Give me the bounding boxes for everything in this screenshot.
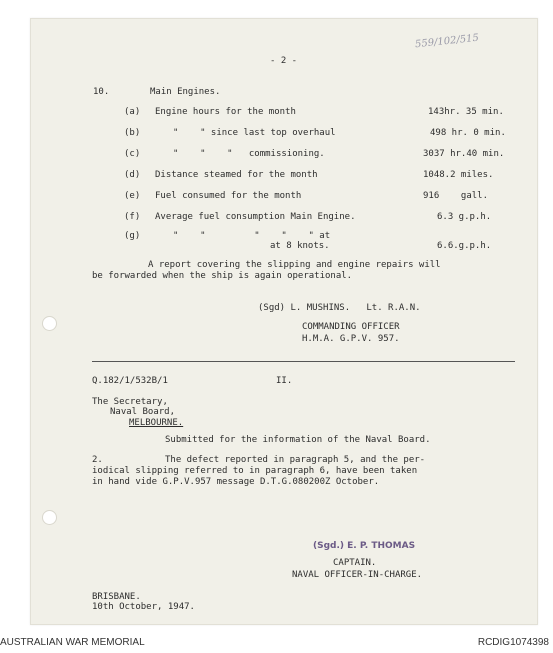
addressee-line: Naval Board,: [110, 407, 176, 417]
item-text: " " " commissioning.: [173, 149, 325, 159]
report-text-line: A report covering the slipping and engine repairs will: [148, 260, 441, 270]
item-text: Distance steamed for the month: [155, 170, 318, 180]
ship-designation: H.M.A. G.P.V. 957.: [302, 334, 400, 344]
handwritten-reference: 559/102/515: [414, 32, 480, 51]
item-value: 916 gall.: [423, 191, 489, 201]
submitted-line: Submitted for the information of the Naval Board.: [165, 435, 431, 445]
section-divider: [92, 361, 515, 362]
page-number: - 2 -: [270, 56, 298, 66]
signature-stamp: (Sgd.) E. P. THOMAS: [313, 541, 416, 551]
item-text: " " since last top overhaul: [173, 128, 336, 138]
report-text-line: be forwarded when the ship is again operational.: [92, 271, 353, 281]
naval-officer-title: NAVAL OFFICER-IN-CHARGE.: [292, 570, 423, 580]
captain-title: CAPTAIN.: [333, 558, 377, 568]
item-label: (e): [124, 191, 141, 201]
paragraph-line: in hand vide G.P.V.957 message D.T.G.080200Z October.: [92, 477, 380, 487]
place-line: BRISBANE.: [92, 592, 141, 602]
paragraph-line: The defect reported in paragraph 5, and the per-: [165, 455, 426, 465]
item-label: (g): [124, 231, 141, 241]
item-value: 1048.2 miles.: [423, 170, 494, 180]
item-text: Engine hours for the month: [155, 107, 296, 117]
section-number: 10.: [93, 87, 110, 97]
item-text: Fuel consumed for the month: [155, 191, 302, 201]
paragraph-line: iodical slipping referred to in paragraph 6, have been taken: [92, 466, 418, 476]
footer-institution: AUSTRALIAN WAR MEMORIAL: [0, 637, 145, 648]
date-line: 10th October, 1947.: [92, 602, 195, 612]
item-text-continued: at 8 knots.: [270, 241, 330, 251]
paragraph-number: 2.: [92, 455, 103, 465]
commanding-officer-title: COMMANDING OFFICER: [302, 322, 400, 332]
reference-number: Q.182/1/532B/1: [92, 376, 168, 386]
footer-record-id: RCDIG1074398: [477, 637, 549, 648]
item-label: (a): [124, 107, 141, 117]
item-label: (d): [124, 170, 141, 180]
item-value: 3037 hr.40 min.: [423, 149, 505, 159]
punch-hole-top: [42, 316, 57, 331]
punch-hole-bottom: [42, 510, 57, 525]
addressee-line: The Secretary,: [92, 397, 168, 407]
roman-numeral: II.: [276, 376, 293, 386]
item-text: Average fuel consumption Main Engine.: [155, 212, 356, 222]
item-label: (f): [124, 212, 141, 222]
item-text: " " " " " at: [173, 231, 331, 241]
item-value: 498 hr. 0 min.: [430, 128, 506, 138]
item-value: 143hr. 35 min.: [428, 107, 504, 117]
item-label: (b): [124, 128, 141, 138]
signature-line: (Sgd) L. MUSHINS. Lt. R.A.N.: [258, 303, 421, 313]
item-value: 6.3 g.p.h.: [437, 212, 492, 222]
item-value: 6.6.g.p.h.: [437, 241, 492, 251]
section-title: Main Engines.: [150, 87, 221, 97]
addressee-line: MELBOURNE.: [129, 418, 184, 428]
item-label: (c): [124, 149, 141, 159]
